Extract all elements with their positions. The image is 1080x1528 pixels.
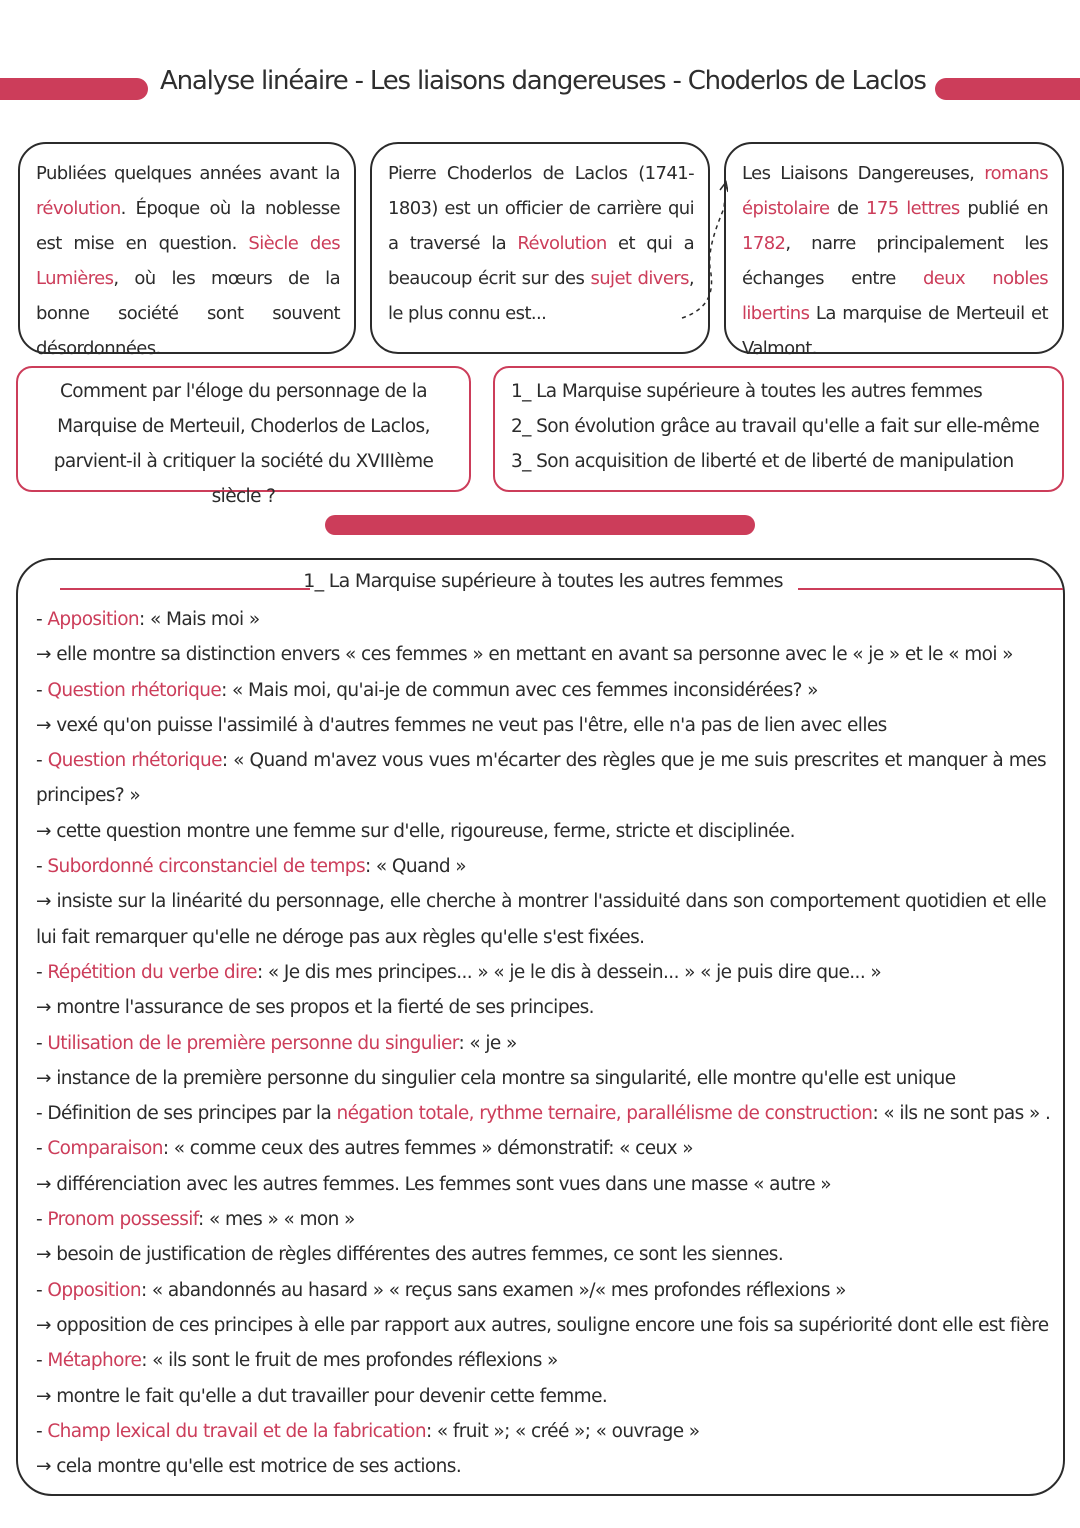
explanation-text: opposition de ces principes à elle par rapport aux autres, souligne encore une fois sa supériorité dont elle est fière — [56, 1314, 1049, 1336]
item-prefix: - — [36, 1279, 48, 1301]
item-prefix: - Définition de ses principes par la — [36, 1103, 337, 1125]
problematique-box — [16, 366, 471, 507]
novel-box — [724, 142, 1064, 359]
item-prefix: - — [36, 679, 48, 701]
arrow-right-icon: → — [36, 1314, 57, 1336]
analysis-item — [36, 602, 1046, 637]
arrow-right-icon: → — [36, 997, 57, 1019]
figure-de-style: Subordonné circonstanciel de temps — [47, 856, 365, 878]
quotation: : « ils ne sont pas » . — [872, 1103, 1051, 1125]
analysis-item — [36, 743, 1046, 814]
arrow-right-icon: → — [36, 820, 57, 842]
dashed-arrow-connector — [672, 178, 728, 328]
quotation: : « abandonnés au hasard » « reçus sans examen »/« mes profondes réflexions » — [140, 1279, 846, 1301]
analysis-explanation — [36, 1449, 1046, 1484]
section-heading — [38, 570, 1048, 602]
figure-de-style: Question rhétorique — [47, 679, 222, 701]
item-prefix: - — [36, 1420, 48, 1442]
quotation: : « ils sont le fruit de mes profondes réflexions » — [141, 1350, 558, 1372]
figure-de-style: Répétition du verbe dire — [47, 961, 257, 983]
quotation: : « Mais moi, qu'ai-je de commun avec ces femmes inconsidérées? » — [221, 679, 818, 701]
quotation: : « mes » « mon » — [198, 1209, 355, 1231]
explanation-text: vexé qu'on puisse l'assimilé à d'autres femmes ne veut pas l'être, elle n'a pas de lien avec elles — [56, 714, 887, 736]
explanation-text: cela montre qu'elle est motrice de ses actions. — [56, 1456, 462, 1478]
analysis-explanation — [36, 1167, 1046, 1202]
context-text: Publiées quelques années avant la révolution. Époque où la noblesse est mise en question. Siècle des Lumières, où les mœurs de la bonne société sont souvent désordonnées. — [36, 163, 341, 359]
quotation: : « Quand » — [364, 856, 466, 878]
explanation-text: instance de la première personne du singulier cela montre sa singularité, elle montre qu'elle est unique — [56, 1067, 956, 1089]
analysis-item — [36, 673, 1046, 708]
item-prefix: - — [36, 1138, 48, 1160]
plan-box — [493, 366, 1064, 492]
analysis-item — [36, 1026, 1046, 1061]
analysis-explanation — [36, 637, 1046, 672]
figure-de-style: Champ lexical du travail et de la fabrication — [47, 1420, 426, 1442]
quotation: : « je » — [458, 1032, 517, 1054]
plan-item-3: 3_ Son acquisition de liberté et de liberté de manipulation — [511, 451, 1014, 472]
item-prefix: - — [36, 961, 48, 983]
figure-de-style: Question rhétorique — [47, 750, 222, 772]
item-prefix: - — [36, 1032, 48, 1054]
novel-text: Les Liaisons Dangereuses, romans épistolaire de 175 lettres publié en 1782, narre principalement les échanges entre deux nobles libertins La marquise de Merteuil et Valmont. — [742, 163, 1049, 359]
analysis-explanation — [36, 1237, 1046, 1272]
quotation: : « Mais moi » — [139, 609, 260, 630]
figure-de-style: Pronom possessif — [47, 1209, 199, 1231]
plan-item-2: 2_ Son évolution grâce au travail qu'elle a fait sur elle-même — [511, 416, 1040, 437]
quotation: : « fruit »; « créé »; « ouvrage » — [425, 1420, 700, 1442]
item-prefix: - — [36, 750, 48, 772]
quotation: : « Quand m'avez vous vues m'écarter des règles que je me suis prescrites et manquer à mes principes? » — [36, 750, 1047, 807]
problematique-text: Comment par l'éloge du personnage de la Marquise de Merteuil, Choderlos de Laclos, parvient-il à critiquer la société du XVIIIème siècle ? — [53, 381, 434, 507]
section-title: 1_ La Marquise supérieure à toutes les autres femmes — [303, 570, 783, 592]
analysis-item — [36, 1202, 1046, 1237]
analysis-list — [36, 602, 1051, 1484]
page-title: Analyse linéaire - Les liaisons dangereuses - Choderlos de Laclos — [160, 66, 926, 96]
analysis-explanation — [36, 884, 1046, 955]
arrow-right-icon: → — [36, 644, 57, 666]
item-prefix: - — [36, 1350, 48, 1372]
analysis-item — [36, 1131, 1046, 1166]
plan-item-1: 1_ La Marquise supérieure à toutes les autres femmes — [511, 381, 983, 402]
section-divider — [325, 515, 755, 535]
figure-de-style: Métaphore — [47, 1350, 142, 1372]
analysis-item — [36, 955, 1046, 990]
header — [0, 58, 1080, 118]
context-box — [18, 142, 356, 359]
analysis-explanation — [36, 708, 1046, 743]
arrow-right-icon: → — [36, 1456, 57, 1478]
analysis-explanation — [36, 1379, 1046, 1414]
analysis-explanation — [36, 1308, 1049, 1343]
analysis-explanation — [36, 814, 1046, 849]
header-bar-right — [935, 78, 1080, 100]
figure-de-style: négation totale, rythme ternaire, parallélisme de construction — [336, 1103, 873, 1125]
arrow-right-icon: → — [36, 1244, 57, 1266]
explanation-text: cette question montre une femme sur d'elle, rigoureuse, ferme, stricte et disciplinée. — [56, 820, 795, 842]
explanation-text: elle montre sa distinction envers « ces femmes » en mettant en avant sa personne avec le « je » et le « moi » — [56, 644, 1013, 666]
explanation-text: montre l'assurance de ses propos et la fierté de ses principes. — [56, 997, 594, 1019]
explanation-text: montre le fait qu'elle a dut travailler pour devenir cette femme. — [56, 1385, 608, 1407]
figure-de-style: Apposition — [47, 609, 140, 630]
heading-rule-right — [798, 588, 1063, 590]
analysis-item — [36, 1096, 1051, 1131]
figure-de-style: Comparaison — [47, 1138, 163, 1160]
analysis-item — [36, 1414, 1046, 1449]
explanation-text: différenciation avec les autres femmes. Les femmes sont vues dans une masse « autre » — [56, 1173, 831, 1195]
quotation: : « Je dis mes principes... » « je le dis à dessein... » « je puis dire que... » — [256, 961, 882, 983]
explanation-text: besoin de justification de règles différentes des autres femmes, ce sont les siennes. — [56, 1244, 784, 1266]
analysis-explanation — [36, 990, 1046, 1025]
arrow-right-icon: → — [36, 1067, 57, 1089]
arrow-right-icon: → — [36, 1173, 57, 1195]
arrow-right-icon: → — [36, 891, 57, 913]
arrow-right-icon: → — [36, 714, 57, 736]
arrow-right-icon: → — [36, 1385, 57, 1407]
item-prefix: - — [36, 609, 48, 630]
item-prefix: - — [36, 1209, 48, 1231]
item-prefix: - — [36, 856, 48, 878]
quotation: : « comme ceux des autres femmes » démonstratif: « ceux » — [162, 1138, 693, 1160]
author-box — [370, 142, 710, 354]
analysis-item — [36, 1343, 1046, 1378]
figure-de-style: Utilisation de le première personne du singulier — [47, 1032, 459, 1054]
explanation-text: insiste sur la linéarité du personnage, elle cherche à montrer l'assiduité dans son comportement quotidien et elle lui fait remarquer qu'elle ne déroge pas aux règles qu'elle s'est fixées. — [36, 891, 1046, 948]
analysis-item — [36, 1273, 1046, 1308]
header-bar-left — [0, 78, 148, 100]
analysis-item — [36, 849, 1046, 884]
section-1-box — [16, 558, 1065, 1496]
analysis-explanation — [36, 1061, 1046, 1096]
figure-de-style: Opposition — [47, 1279, 141, 1301]
author-text: Pierre Choderlos de Laclos (1741-1803) est un officier de carrière qui a traversé la Révolution et qui a beaucoup écrit sur des sujet divers, le plus connu est... — [388, 163, 694, 324]
